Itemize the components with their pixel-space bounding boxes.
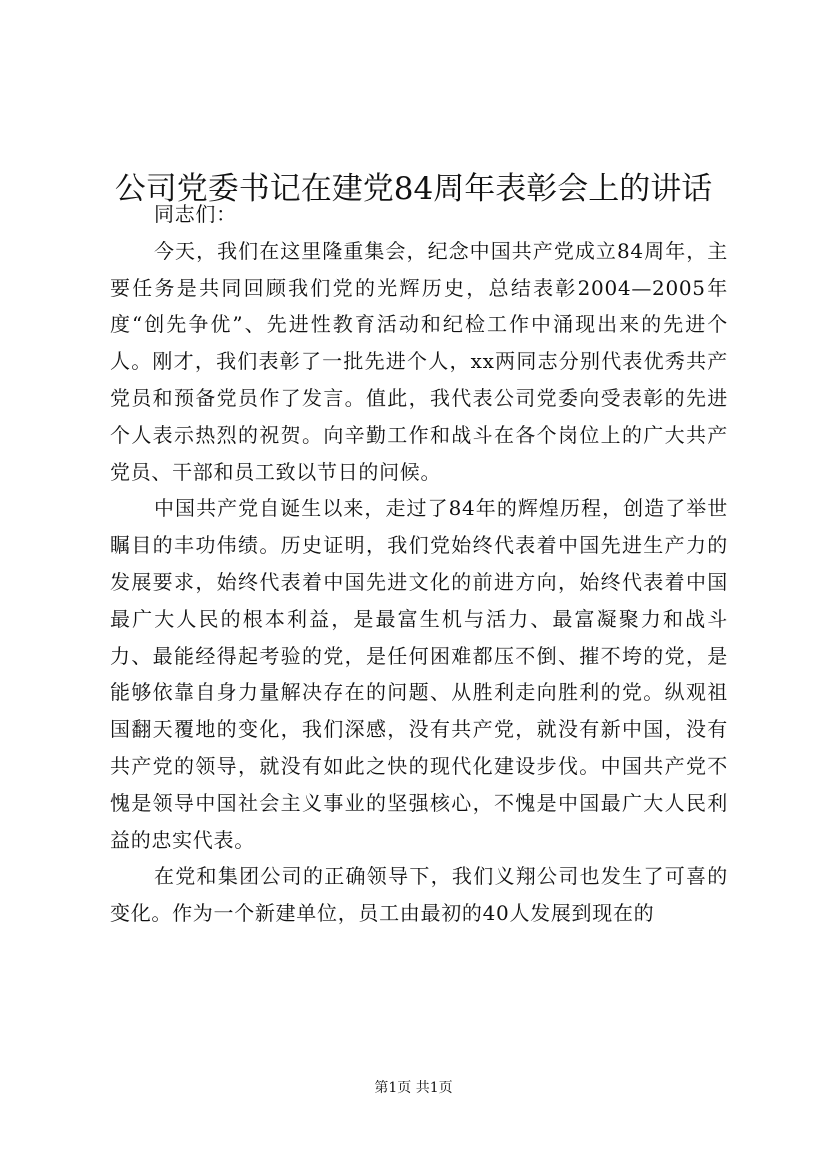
document-body bbox=[110, 196, 728, 932]
page-footer: 第1页 共1页 bbox=[374, 1080, 453, 1096]
paragraph-3: 在党和集团公司的正确领导下，我们义翔公司也发生了可喜的变化。作为一个新建单位，员工由最初的40人发展到现在的 bbox=[110, 864, 728, 926]
paragraph-2: 中国共产党自诞生以来，走过了84年的辉煌历程，创造了举世瞩目的丰功伟绩。历史证明，我们党始终代表着中国先进生产力的发展要求，始终代表着中国先进文化的前进方向，始终代表着中国最广大人民的根本利益，是最富生机与活力、最富凝聚力和战斗力、最能经得起考验的党，是任何困难都压不倒、摧不垮的党，是能够依靠自身力量解决存在的问题、从胜利走向胜利的党。纵观祖国翻天覆地的变化，我们深感，没有共产党，就没有新中国，没有共产党的领导，就没有如此之快的现代化建设步伐。中国共产党不愧是领导中国社会主义事业的坚强核心，不愧是中国最广大人民利益的忠实代表。 bbox=[110, 496, 728, 852]
paragraph-1: 今天，我们在这里隆重集会，纪念中国共产党成立84周年，主要任务是共同回顾我们党的光辉历史，总结表彰2004—2005年度“创先争优”、先进性教育活动和纪检工作中涌现出来的先进个人。刚才，我们表彰了一批先进个人，xx两同志分别代表优秀共产党员和预备党员作了发言。值此，我代表公司党委向受表彰的先进个人表示热烈的祝贺。向辛勤工作和战斗在各个岗位上的广大共产党员、干部和员工致以节日的问候。 bbox=[110, 238, 728, 484]
document-title: 公司党委书记在建党84周年表彰会上的讲话 bbox=[114, 170, 713, 207]
salutation: 同志们： bbox=[154, 202, 237, 226]
